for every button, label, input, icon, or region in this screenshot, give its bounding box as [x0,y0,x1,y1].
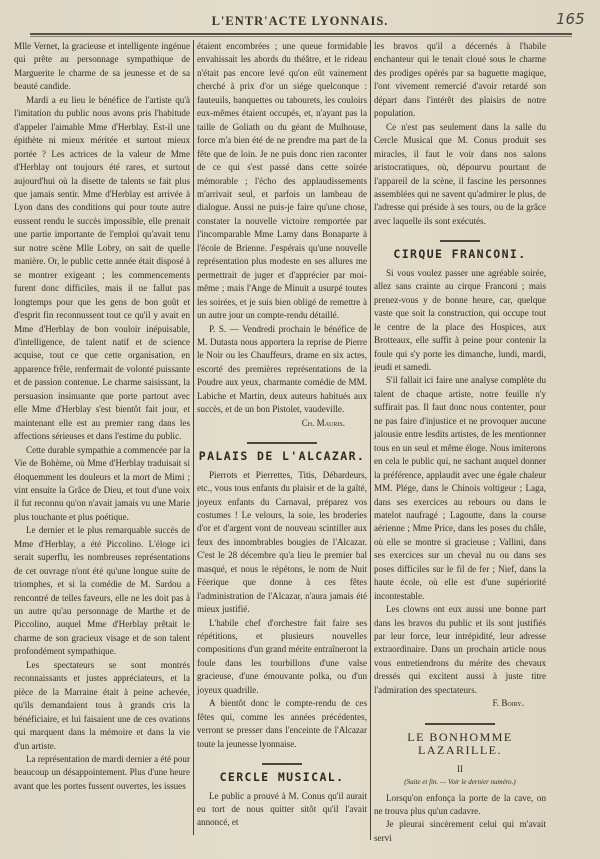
masthead-title: L'ENTR'ACTE LYONNAIS. [211,14,389,28]
section-heading-cercle-musical: CERCLE MUSICAL. [219,770,345,785]
section-heading-lazarille: LE BONHOMME LAZARILLE. [407,729,513,758]
column-3 [374,40,546,845]
column-1 [14,40,190,793]
ornament-divider [197,757,367,765]
signature: F. Boiry. [492,698,524,709]
paragraph: S'il fallait ici faire une analyse complète du talent de chaque artiste, notre feuille n'y suffirait pas. Il faut donc nous contenter, pour ne pas faire d'injustice et ne provoquer aucune jalousie entre lesdits artistes, de les mentionner tous en un seul et même éloge. Nous imiterons en cela le public qui, ne sachant auquel donner la préférence, applaudit avec une égale chaleur MM. Plége, dans le Chinois voltigeur ; Laga, dans ses exercices au rebours ou dans le matelot naufragé ; Lagoutte, dans la course aérienne ; Mme Price, dans les poses du châle, où elle se montre si gracieuse ; Vallini, dans ses exercices sur un cheval nu ou dans ses poses difficiles sur le fil de fer ; Nief, dans la haute école, où elle est d'une supériorité incontestable. [374,375,546,601]
paragraph: Pierrots et Pierrettes, Titis, Débardeurs, etc., vous tous enfants du plaisir et de la gaîté, joyeux enfants du Carnaval, préparez vos costumes ! Le velours, la soie, les broderies d'or et d'argent vont de nouveau scintiller aux feux des innombrables bougies de l'Alcazar. C'est le 28 décembre qu'a lieu le premier bal masqué, et nous le répétons, le nom de Nuit Féerique que donne à ces fêtes l'administration de l'Alcazar, n'aura jamais été mieux justifié. [197,469,367,615]
paragraph: P. S. — Vendredi prochain le bénéfice de M. Dutasta nous apportera la reprise de Pierre le Noir ou les Chauffeurs, drame en six actes, escorté des premières représentations de la Poudre aux yeux, charmante comédie de MM. Labiche et Martin, deux auteurs habitués aux succès, et de un bon Pistolet, vaudeville. [197,323,367,415]
paragraph: Lorsqu'on enfonça la porte de la cave, on ne trouva plus qu'un cadavre. [374,792,546,817]
paragraph: Mlle Vernet, la gracieuse et intelligente ingénue qui prête au personnage sympathique de Marguerite le charme de sa jeunesse et de sa beauté candide. [14,41,190,92]
header-rule [30,33,572,35]
paragraph: Les clowns ont eux aussi une bonne part dans les bravos du public et ils sont justifiés par leur force, leur intrépidité, leur adresse extraordinaire. Dans un prochain article nous vous entretiendrons du mérite des chevaux dressés qui excitent aussi à juste titre l'admiration des spectateurs. [374,604,546,695]
column-2 [197,40,367,830]
paragraph: Le dernier et le plus remarquable succès de Mme d'Herblay, a été Piccolino. L'éloge ici serait superflu, les nombreuses représentations de cet ouvrage n'ont été qu'une longue suite de triomphes, et si la comédie de M. Sardou a rencontré de telles faveurs, elle ne les doit pas à un autre qu'au personnage de Marthe et de Piccolino, auquel Mme d'Herblay prêtait le charme de son gracieux visage et de son talent profondément sympathique. [14,525,190,657]
paragraph: A bientôt donc le compte-rendu de ces fêtes qui, comme les années précédentes, verront se presser dans l'enceinte de l'Alcazar toute la jeunesse lyonnaise. [197,698,367,749]
paragraph: Le public a prouvé à M. Conus qu'il aurait eu tort de nous quitter sitôt qu'il l'avait annoncé, et [197,790,367,828]
handwritten-page-number: 165 [556,10,585,28]
paragraph: Ce n'est pas seulement dans la salle du Cercle Musical que M. Conus produit ses miracles, il faut le voir dans nos salons aristocratiques, où, dépourvu pourtant de l'appareil de la scène, il fascine les personnes assemblées qui ne savent qu'admirer le plus, de l'adresse qui préside à ses tours, ou de la grâce avec laquelle ils sont exécutés. [374,121,546,226]
paragraph: L'habile chef d'orchestre fait faire ses répétitions, et plusieurs nouvelles compositions d'un grand mérite entraîneront la foule dans les tourbillons d'une valse gracieuse, d'une émouvante polka, ou d'un joyeux quadrille. [197,617,367,695]
ornament-divider [374,717,546,725]
section-heading-cirque-franconi: CIRQUE FRANCONI. [393,247,527,262]
paragraph: les bravos qu'il a décernés à l'habile enchanteur qui le tenait cloué sous le charme des prodiges opérés par sa baguette magique, l'ont vivement remercié d'avoir retardé son départ dans l'intérêt des plaisirs de notre population. [374,41,546,119]
header-rule-thin [30,36,572,37]
paragraph: Je pleurai sincèrement celui qui m'avait servi [374,819,546,843]
paragraph: La représentation de mardi dernier a été pour beaucoup un désappointement. Plus d'une heure avant que les portes fussent ouvertes, les issues [14,754,190,791]
section-heading-alcazar: PALAIS DE L'ALCAZAR. [198,449,366,464]
column-divider [193,40,194,835]
chapter-number: II [457,763,463,774]
continuation-note: (Suite et fin. — Voir le dernier numéro.) [404,778,516,787]
paragraph: étaient encombrées ; une queue formidable envahissait les abords du théâtre, et le rideau n'était pas encore levé qu'on eût vainement cherché à prix d'or un siége quelconque : fauteuils, banquettes ou tabourets, les couloirs eux-mêmes étaient occupés, et, n'ayant pas la taille de Goliath ou du géant de Mulhouse, force m'a bien été de ne prendre ma part de la fête que de loin. Je ne puis donc rien raconter de ce qui s'est passé dans cette soirée mémorable ; l'écho des applaudissements m'arrivait seul, et parfois un lambeau de dialogue. Aussi ne puis-je faire qu'une chose, constater la nouvelle victoire remportée par l'incomparable Mme Lamy dans Bonaparte à l'école de Brienne. J'espérais qu'une nouvelle représentation plus modeste en ses allures me permettrait de juger et d'apprécier par moi-même ; mais l'Ange de Minuit a usurpé toutes les soirées, et je suis bien obligé de remettre à un autre jour un compte-rendu détaillé. [197,41,367,321]
paragraph: Si vous voulez passer une agréable soirée, allez sans crainte au cirque Franconi ; mais prenez-vous y de bonne heure, car, quelque vaste que soit la construction, qui occupe tout le centre de la place des Hospices, aux Brotteaux, elle suffit à peine pour contenir la foule qui s'y porte les dimanche, lundi, mardi, jeudi et samedi. [374,267,546,372]
paragraph: Les spectateurs se sont montrés reconnaissants et justes appréciateurs, et la pièce de la Marraine était à peine achevée, qu'ils demandaient tous à grands cris la bénéficiaire, et lui faisaient une de ces ovations qui marquent dans la mémoire et dans la vie d'un artiste. [14,659,190,751]
column-divider [370,40,371,840]
signature: Ch. Mauris. [301,417,345,428]
ornament-divider [197,436,367,444]
paragraph: Cette durable sympathie a commencée par la Vie de Bohème, où Mme d'Herblay traduisait si éloquemment les douleurs et la mort de Mimi ; vint ensuite la Grâce de Dieu, et tout d'une voix il fut reconnu qu'on n'avait jamais vu une Marie plus touchante et plus poétique. [14,444,190,522]
paragraph: Mardi a eu lieu le bénéfice de l'artiste qu'à l'imitation du public nous avons pris l'habitude d'appeler l'aimable Mme d'Herblay. Est-il une épithète ni mieux méritée et surtout mieux portée ? Les actrices de la valeur de Mme d'Herblay ont toujours été rares, et surtout aujourd'hui où la disette de talents se fait plus que jamais sentir. Mme d'Herblay est arrivée à Lyon dans des conditions qui pour toute autre eussent rendu le succès impossible, elle prenait une partie importante de l'emploi qu'avait tenu sur notre scène Mlle Lobry, on sait de quelle manière. Or, le public cette année était disposé à se montrer exigeant ; les commencements furent donc difficiles, mais il ne fallut pas longtemps pour que les gens de bon goût et d'esprit fin reconnussent tout ce qu'il y avait en Mme d'Herblay de bon vouloir inépuisable, d'intelligence, de talent natif et de science acquise, tout ce que cette organisation, en apparence frêle, renfermait de volonté puissante et de passion contenue. Le charme saisissant, la persuasion insinuante que porte partout avec elle Mme d'Herblay s'est bientôt fait jour, et maintenant elle est au premier rang dans les affections sérieuses et dans l'estime du public. [14,94,190,442]
ornament-divider [374,234,546,242]
